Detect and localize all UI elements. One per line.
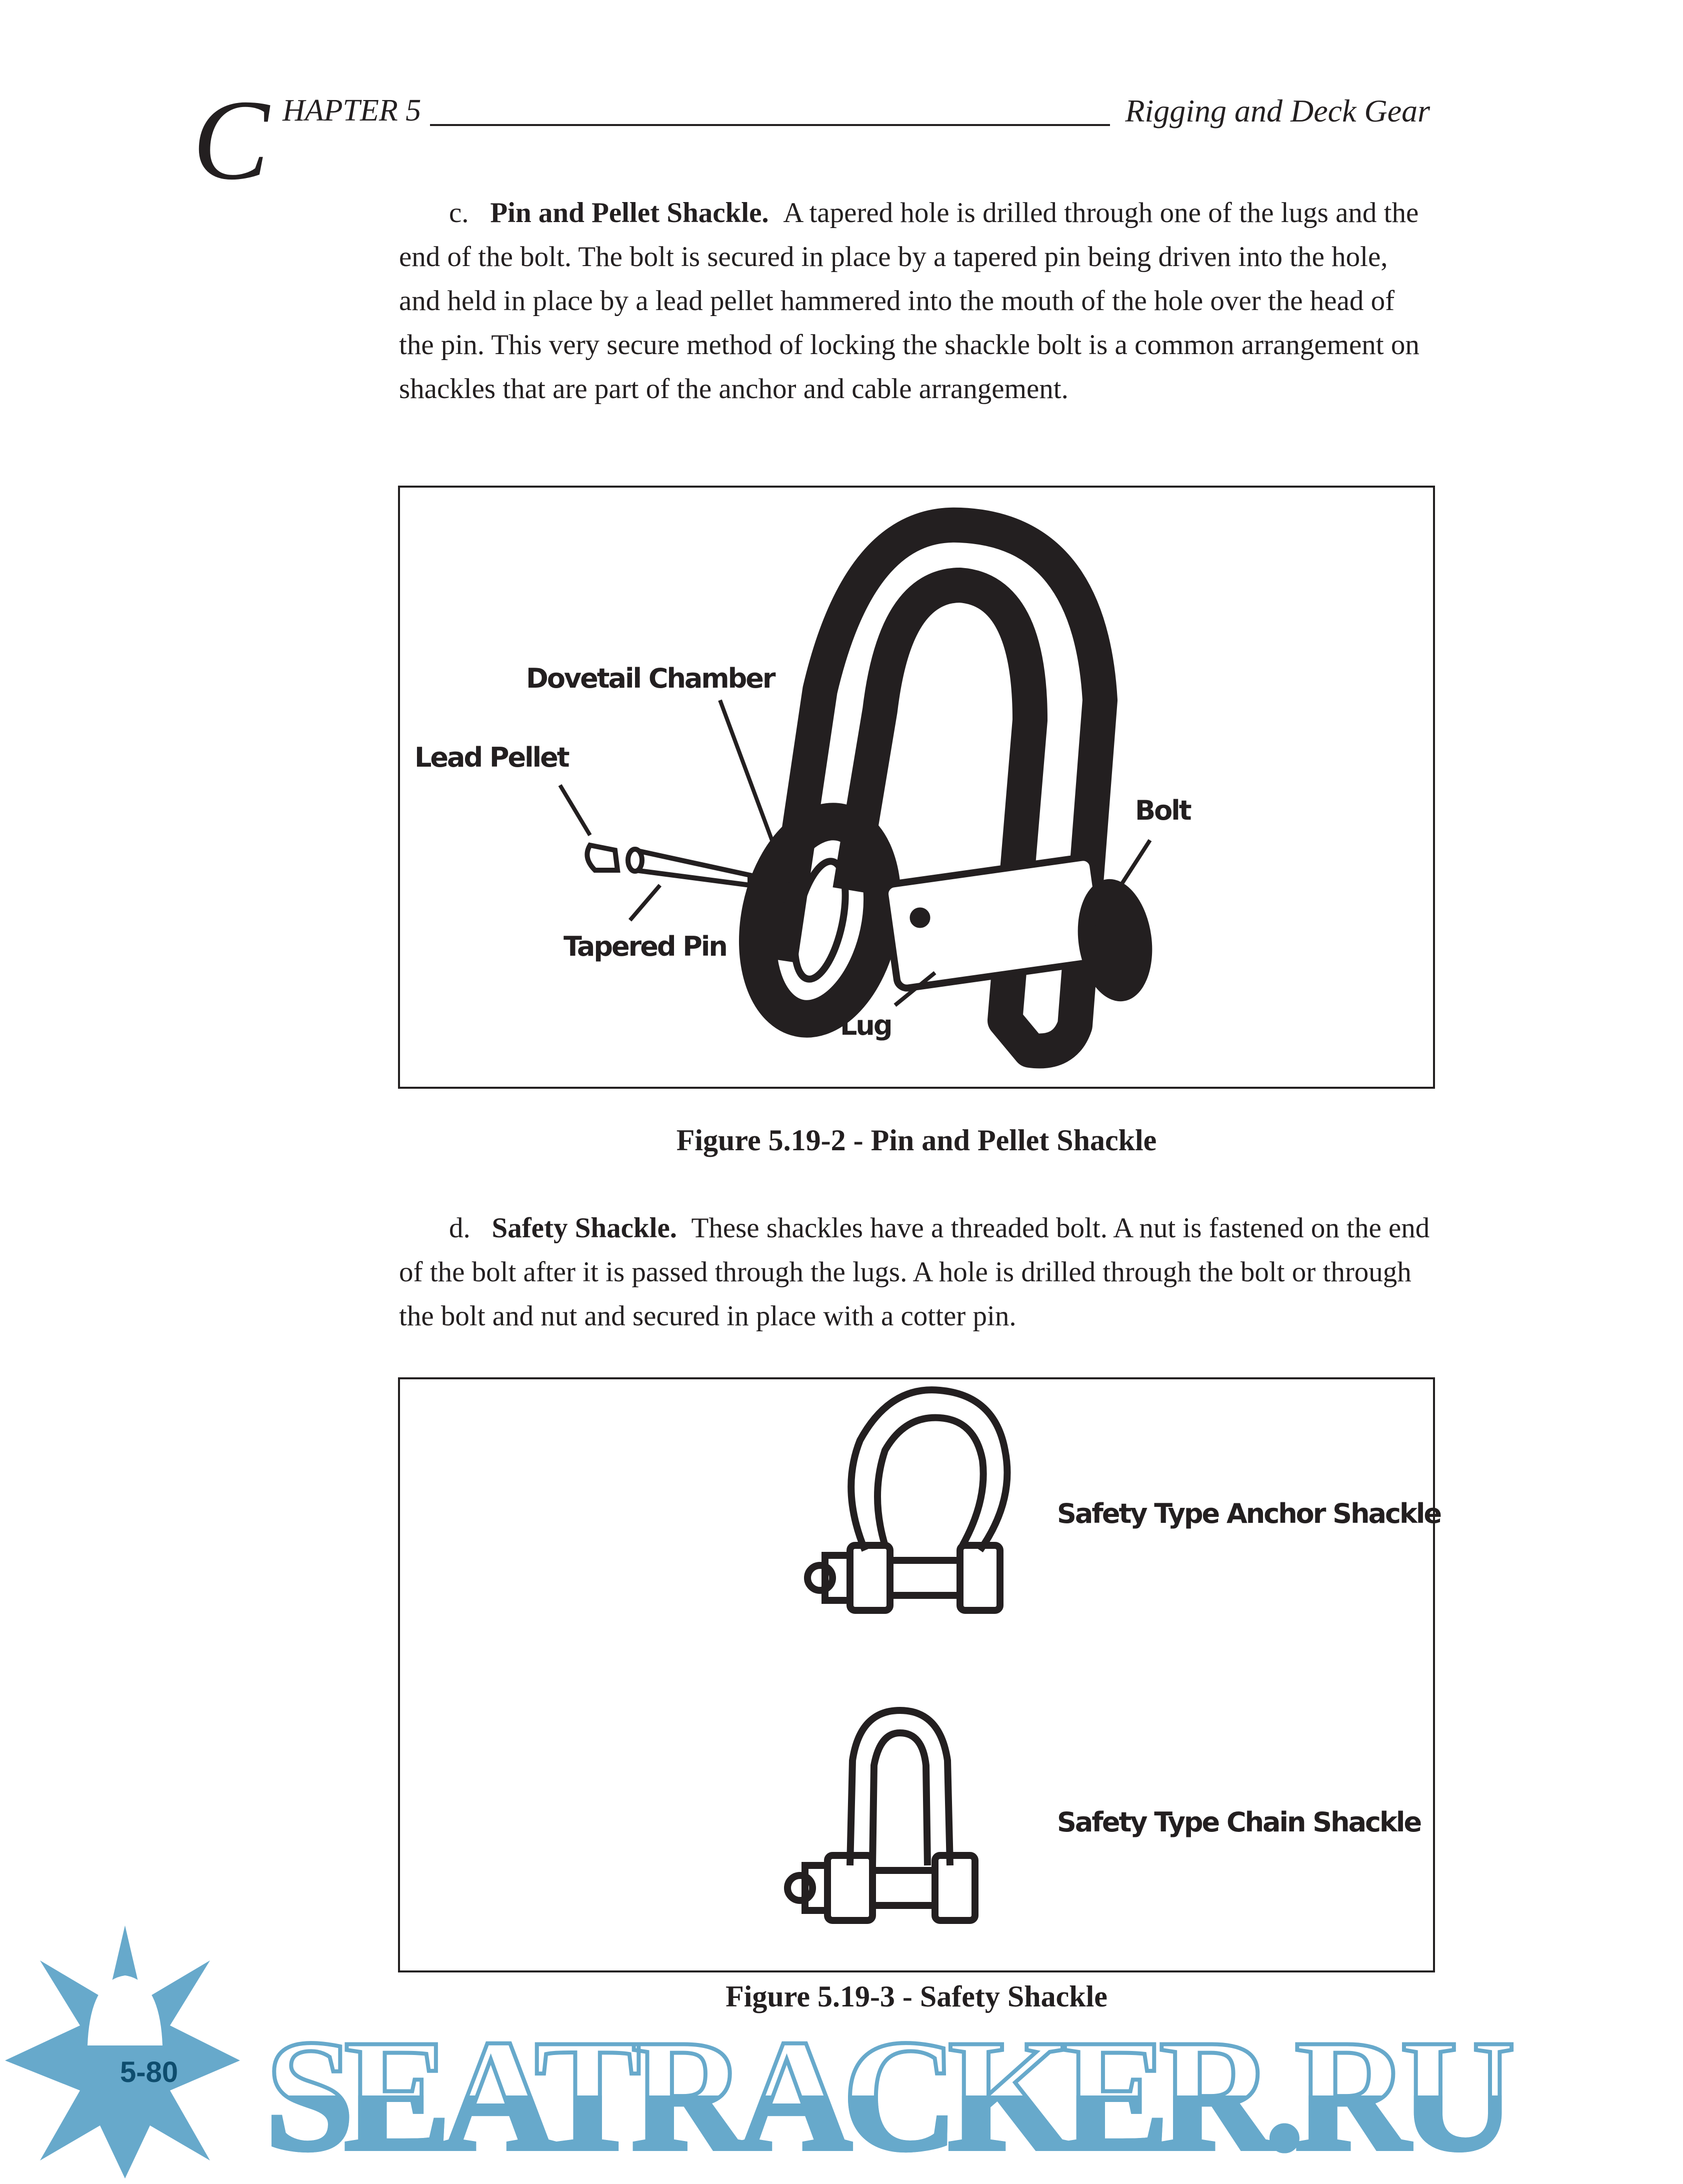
chain-shackle-drawing bbox=[788, 1710, 975, 1920]
label-anchor-shackle: Safety Type Anchor Shackle bbox=[1057, 1498, 1441, 1529]
figure2-caption: Figure 5.19-3 - Safety Shackle bbox=[726, 1980, 1108, 2013]
label-dovetail-chamber: Dovetail Chamber bbox=[526, 663, 774, 694]
label-tapered-pin: Tapered Pin bbox=[564, 931, 726, 962]
para-text: These shackles have a threaded bolt. A nut is fastened on the end of the bolt after it is passed through the lugs. A hole is drilled through the bolt or through the bolt and nut and secured in place with a cotter pin. bbox=[399, 1212, 1430, 1332]
chapter-initial: C bbox=[192, 76, 270, 204]
para-text: A tapered hole is drilled through one of the lugs and the end of the bolt. The bolt is secured in place by a tapered pin being driven into the hole, and held in place by a lead pellet hammered into the mouth of the hole over the head of the pin. This very secure method of locking the shackle bolt is a common arrangement on shackles that are part of the anchor and cable arrangement. bbox=[399, 197, 1420, 405]
anchor-shackle-drawing bbox=[808, 1390, 1007, 1610]
figure1-caption: Figure 5.19-2 - Pin and Pellet Shackle bbox=[676, 1124, 1157, 1157]
para-marker: c. bbox=[449, 197, 469, 229]
label-chain-shackle: Safety Type Chain Shackle bbox=[1057, 1806, 1421, 1838]
chapter-label: HAPTER 5 bbox=[282, 94, 422, 128]
para-marker: d. bbox=[449, 1212, 470, 1244]
label-lug: Lug bbox=[840, 1010, 892, 1041]
para-term: Pin and Pellet Shackle. bbox=[490, 197, 769, 229]
watermark: SEATRACKER.RU bbox=[265, 2007, 1506, 2184]
label-lead-pellet: Lead Pellet bbox=[414, 742, 568, 773]
pin-pellet-shackle-drawing bbox=[560, 525, 1158, 1051]
para-term: Safety Shackle. bbox=[492, 1212, 677, 1244]
sunburst-logo bbox=[5, 1925, 240, 2178]
section-title: Rigging and Deck Gear bbox=[1125, 93, 1430, 129]
page-number: 5-80 bbox=[120, 2056, 178, 2088]
label-bolt: Bolt bbox=[1135, 795, 1190, 826]
